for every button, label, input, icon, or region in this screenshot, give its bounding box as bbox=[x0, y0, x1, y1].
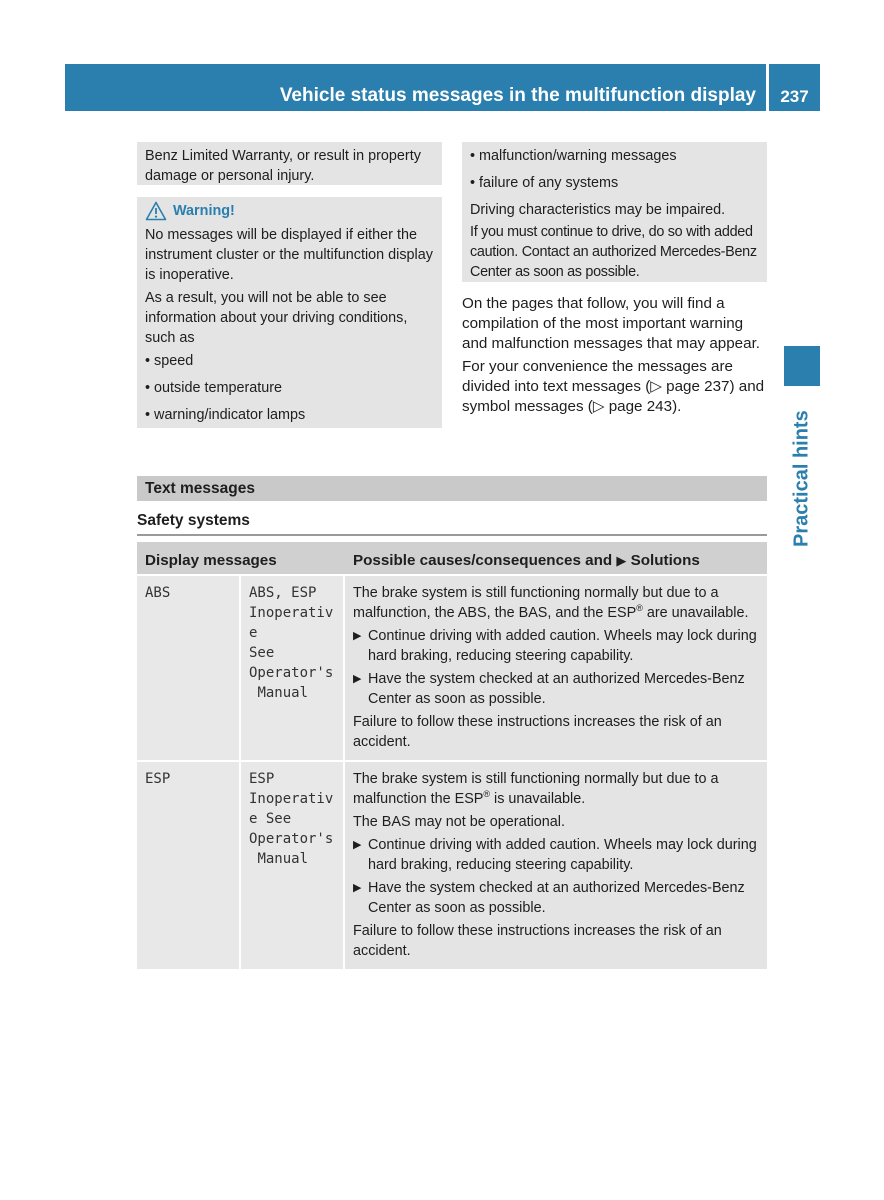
side-tab-label: Practical hints bbox=[790, 410, 813, 547]
display-code: ABS bbox=[145, 585, 171, 601]
column-header-display-messages: Display messages bbox=[137, 542, 345, 574]
table-row bbox=[137, 760, 767, 969]
arrow-right-icon: ▶ bbox=[353, 839, 362, 851]
warranty-text: Benz Limited Warranty, or result in property damage or personal injury. bbox=[145, 148, 421, 184]
header-bar bbox=[65, 64, 766, 111]
display-message: ESP Inoperativ e See Operator's Manual bbox=[249, 771, 334, 867]
side-tab-marker bbox=[784, 346, 820, 386]
display-message: ABS, ESP Inoperativ e See Operator's Manual bbox=[249, 585, 334, 701]
warning-title: Warning! bbox=[173, 203, 235, 219]
warning-paragraph-3: Driving characteristics may be impaired. bbox=[470, 202, 726, 218]
arrow-right-icon: ▶ bbox=[616, 552, 627, 568]
cause-text: The brake system is still functioning normally but due to a malfunction, the ABS, the BAS, and the ESP® are unavailable. bbox=[353, 585, 749, 621]
cause-text-2: The BAS may not be operational. bbox=[353, 814, 565, 830]
arrow-right-icon: ▶ bbox=[353, 630, 362, 642]
solution-step: ▶ Continue driving with added caution. Wheels may lock during hard braking, reducing steering capability. bbox=[353, 837, 757, 873]
intro-paragraph-1: On the pages that follow, you will find a compilation of the most important warning and malfunction messages that may appear. bbox=[462, 295, 761, 352]
solution-step: ▶ Continue driving with added caution. Wheels may lock during hard braking, reducing steering capability. bbox=[353, 628, 757, 664]
intro-text bbox=[462, 294, 767, 420]
table-row bbox=[137, 574, 767, 760]
subsection-heading: Safety systems bbox=[137, 512, 767, 536]
warning-paragraph-1: No messages will be displayed if either the instrument cluster or the multifunction display is inoperative. bbox=[145, 227, 433, 283]
solution-step: ▶ Have the system checked at an authorized Mercedes-Benz Center as soon as possible. bbox=[353, 880, 745, 916]
warning-continued-box bbox=[462, 142, 767, 282]
warning-bullet: • outside temperature bbox=[145, 380, 283, 396]
solution-step: ▶ Have the system checked at an authorized Mercedes-Benz Center as soon as possible. bbox=[353, 671, 745, 707]
display-code: ESP bbox=[145, 771, 171, 787]
warning-bullet: • warning/indicator lamps bbox=[145, 407, 306, 423]
warning-bullet: • speed bbox=[145, 353, 194, 369]
causes-cell bbox=[345, 760, 767, 969]
warning-paragraph-4: If you must continue to drive, do so with added caution. Contact an authorized Mercedes-Benz Center as soon as possible. bbox=[470, 224, 757, 280]
warning-bullet: • malfunction/warning messages bbox=[470, 148, 677, 164]
registered-mark: ® bbox=[636, 603, 643, 614]
page-title: Vehicle status messages in the multifunction display bbox=[279, 85, 756, 106]
messages-table bbox=[137, 542, 767, 969]
page-number-box bbox=[769, 64, 820, 111]
consequence-text: Failure to follow these instructions increases the risk of an accident. bbox=[353, 923, 722, 959]
section-heading: Text messages bbox=[137, 476, 767, 501]
arrow-right-icon: ▶ bbox=[353, 673, 362, 685]
cause-text: The brake system is still functioning normally but due to a malfunction the ESP® is unavailable. bbox=[353, 771, 719, 807]
table-header-row bbox=[137, 542, 767, 574]
warning-box bbox=[137, 197, 442, 428]
warning-bullet: • failure of any systems bbox=[470, 175, 619, 191]
column-header-causes: Possible causes/consequences and ▶ Solutions bbox=[345, 542, 767, 574]
warning-heading bbox=[145, 201, 434, 221]
causes-cell bbox=[345, 574, 767, 760]
intro-paragraph-2: For your convenience the messages are divided into text messages (▷ page 237) and symbol messages (▷ page 243). bbox=[462, 358, 765, 415]
arrow-right-icon: ▶ bbox=[353, 882, 362, 894]
warning-paragraph-2: As a result, you will not be able to see information about your driving conditions, such as bbox=[145, 290, 408, 346]
warning-triangle-icon bbox=[145, 201, 167, 221]
warranty-box bbox=[137, 142, 442, 185]
registered-mark: ® bbox=[483, 789, 491, 800]
consequence-text: Failure to follow these instructions increases the risk of an accident. bbox=[353, 714, 722, 750]
page-number: 237 bbox=[780, 87, 809, 106]
